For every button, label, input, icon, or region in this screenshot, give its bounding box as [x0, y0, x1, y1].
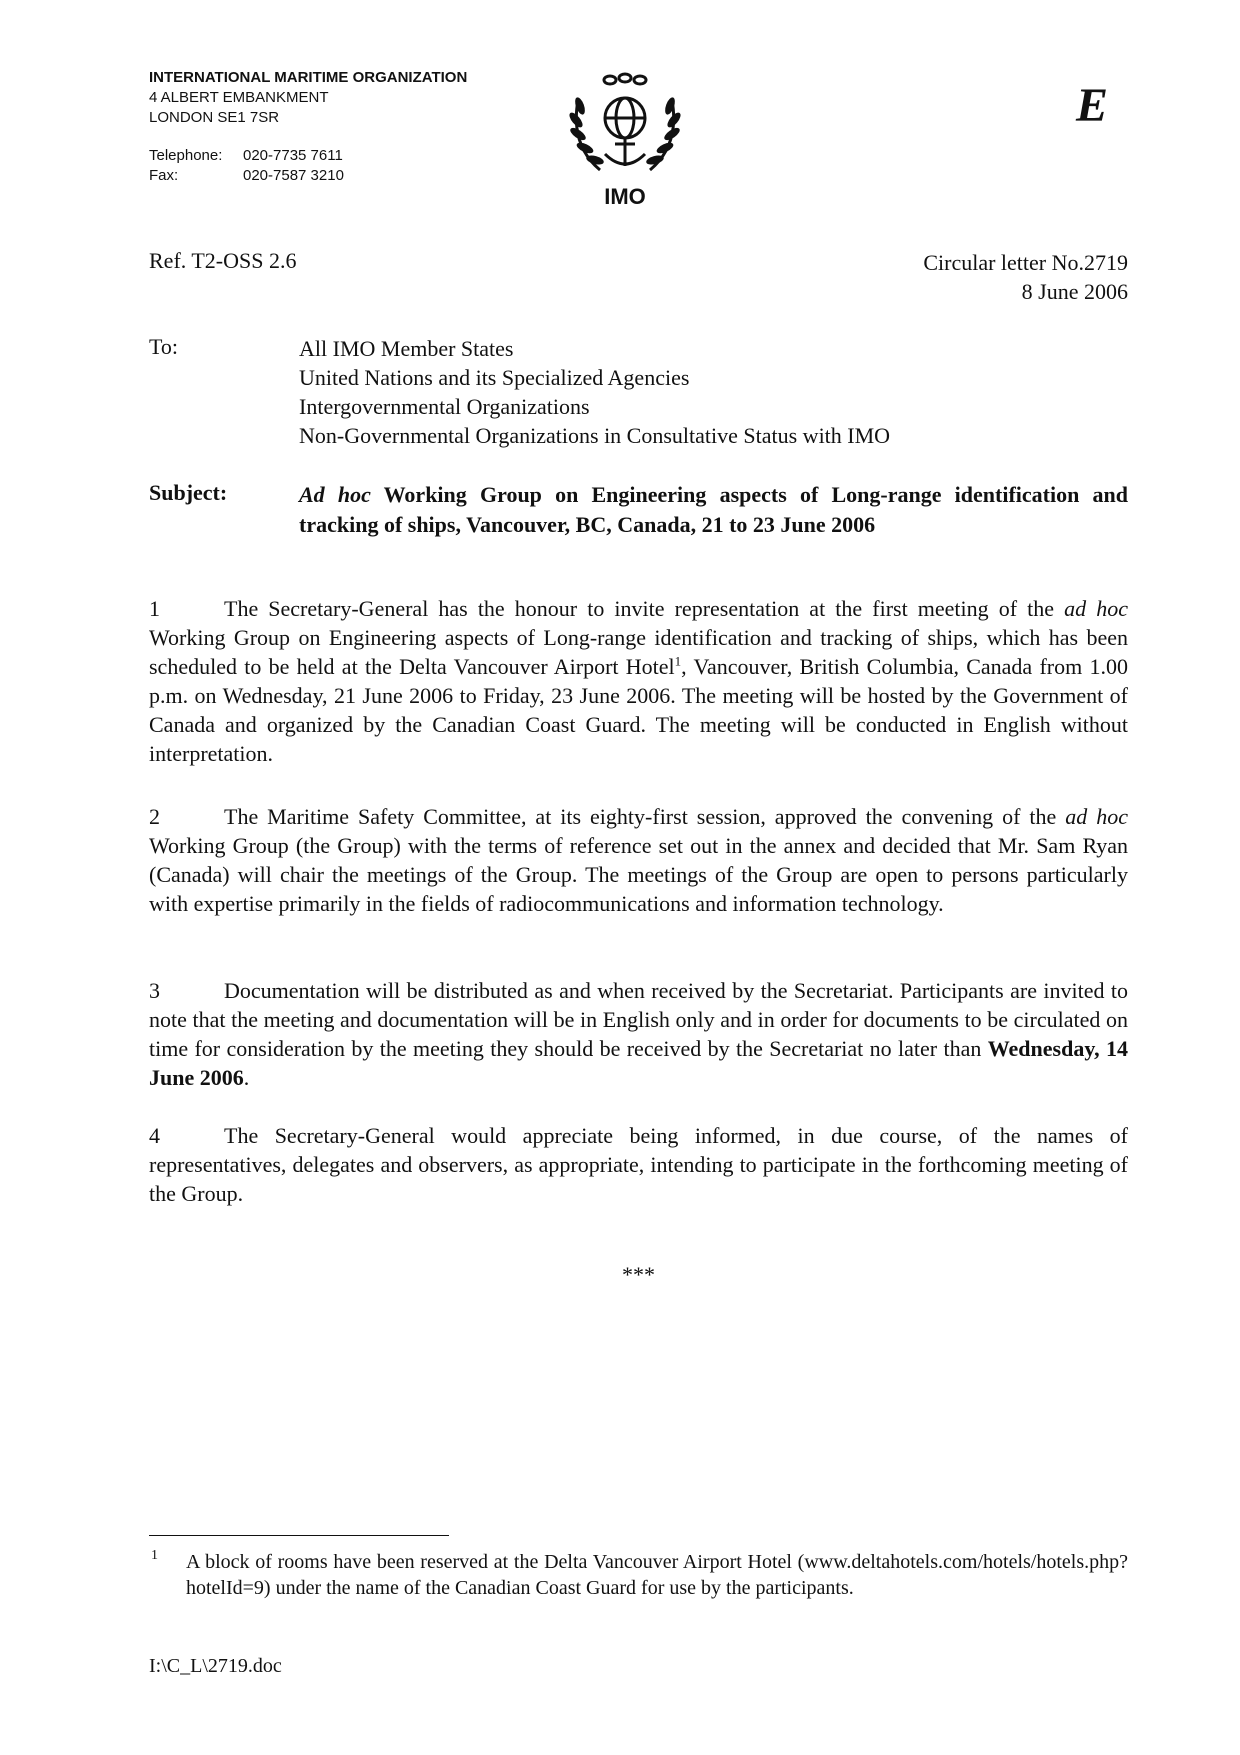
- recipient-item: Non-Governmental Organizations in Consultative Status with IMO: [299, 423, 891, 448]
- footnote-divider: [149, 1535, 449, 1536]
- paragraph-text: The Maritime Safety Committee, at its eighty-first session, approved the convening of the: [224, 804, 1066, 829]
- subject-text: [299, 480, 1128, 540]
- paragraph-number: 2: [149, 804, 160, 829]
- telephone-number: 020-7735 7611: [243, 147, 343, 164]
- footnote-number: 1: [151, 1548, 158, 1563]
- paragraph-italic: ad hoc: [1065, 804, 1129, 829]
- subject-label: Subject:: [149, 480, 228, 505]
- paragraph-number: 3: [149, 978, 160, 1003]
- deadline-date: Wednesday, 14 June 2006: [149, 1036, 1128, 1090]
- subject-body: Working Group on Engineering aspects of Long-range identification and tracking of ships, Vancouver, BC, Canada, 21 to 23 June 2006: [299, 482, 1128, 537]
- paragraph-text: Working Group on Engineering aspects of Long-range identification and tracking of ships, which has been scheduled to be held at the Delta Vancouver Airport Hotel: [149, 625, 1128, 679]
- paragraph-text: Documentation will be distributed as and when received by the Secretariat. Participants are invited to note that the meeting and documentation will be in English only and in order for documents to be circulated on time for consideration by the meeting they should be received by the Secretariat no later than: [149, 978, 1128, 1061]
- section-separator: ***: [622, 1262, 655, 1287]
- footnote-reference[interactable]: 1: [674, 653, 682, 669]
- paragraph-1: [149, 594, 1128, 768]
- telephone-row: [149, 146, 467, 166]
- subject-italic: Ad hoc: [299, 482, 371, 507]
- reference-number: Ref. T2-OSS 2.6: [149, 248, 297, 273]
- letterhead-address: [149, 68, 467, 186]
- paragraph-text: The Secretary-General would appreciate being informed, in due course, of the names of representatives, delegates and observers, as appropriate, intending to participate in the forthcoming meeting of the Group.: [149, 1123, 1128, 1206]
- organization-name: INTERNATIONAL MARITIME ORGANIZATION: [149, 69, 468, 86]
- footnote-text: A block of rooms have been reserved at the Delta Vancouver Airport Hotel (www.deltahotels.com/hotels/hotels.php?hotelId=9) under the name of the Canadian Coast Guard for use by the participants.: [186, 1551, 1128, 1599]
- imo-logo-text: IMO: [604, 184, 646, 209]
- paragraph-2: [149, 802, 1128, 918]
- paragraph-text: The Secretary-General has the honour to invite representation at the first meeting of the: [224, 596, 1065, 621]
- language-code: E: [1076, 79, 1109, 132]
- paragraph-3: [149, 976, 1128, 1092]
- paragraph-text: .: [243, 1065, 250, 1090]
- paragraph-number: 1: [149, 596, 160, 621]
- paragraph-italic: ad hoc: [1064, 596, 1128, 621]
- address-line-1: 4 ALBERT EMBANKMENT: [149, 89, 329, 106]
- document-path: I:\C_L\2719.doc: [149, 1655, 282, 1677]
- imo-emblem-icon: [560, 70, 690, 180]
- recipients-list: [299, 334, 890, 450]
- paragraph-4: [149, 1121, 1128, 1208]
- fax-number: 020-7587 3210: [243, 167, 344, 184]
- paragraph-text: Working Group (the Group) with the terms of reference set out in the annex and decided that Mr. Sam Ryan (Canada) will chair the meetings of the Group. The meetings of the Group are open to persons particularly with expertise primarily in the fields of radiocommunications and information technology.: [149, 833, 1128, 916]
- fax-row: [149, 166, 467, 186]
- paragraph-text: , Vancouver, British Columbia, Canada from 1.00 p.m. on Wednesday, 21 June 2006 to Friday, 23 June 2006. The meeting will be hosted by the Government of Canada and organized by the Canadian Coast Guard. The meeting will be conducted in English without interpretation.: [149, 654, 1129, 766]
- fax-label: Fax:: [149, 167, 179, 184]
- paragraph-number: 4: [149, 1123, 160, 1148]
- recipient-item: Intergovernmental Organizations: [299, 394, 590, 419]
- recipient-item: All IMO Member States: [299, 336, 514, 361]
- recipient-item: United Nations and its Specialized Agencies: [299, 365, 690, 390]
- circular-number: Circular letter No.2719: [923, 250, 1128, 275]
- recipients-label: To:: [149, 334, 179, 359]
- address-line-2: LONDON SE1 7SR: [149, 109, 280, 126]
- telephone-label: Telephone:: [149, 147, 223, 164]
- circular-date: 8 June 2006: [1021, 279, 1128, 304]
- circular-info: [923, 248, 1128, 306]
